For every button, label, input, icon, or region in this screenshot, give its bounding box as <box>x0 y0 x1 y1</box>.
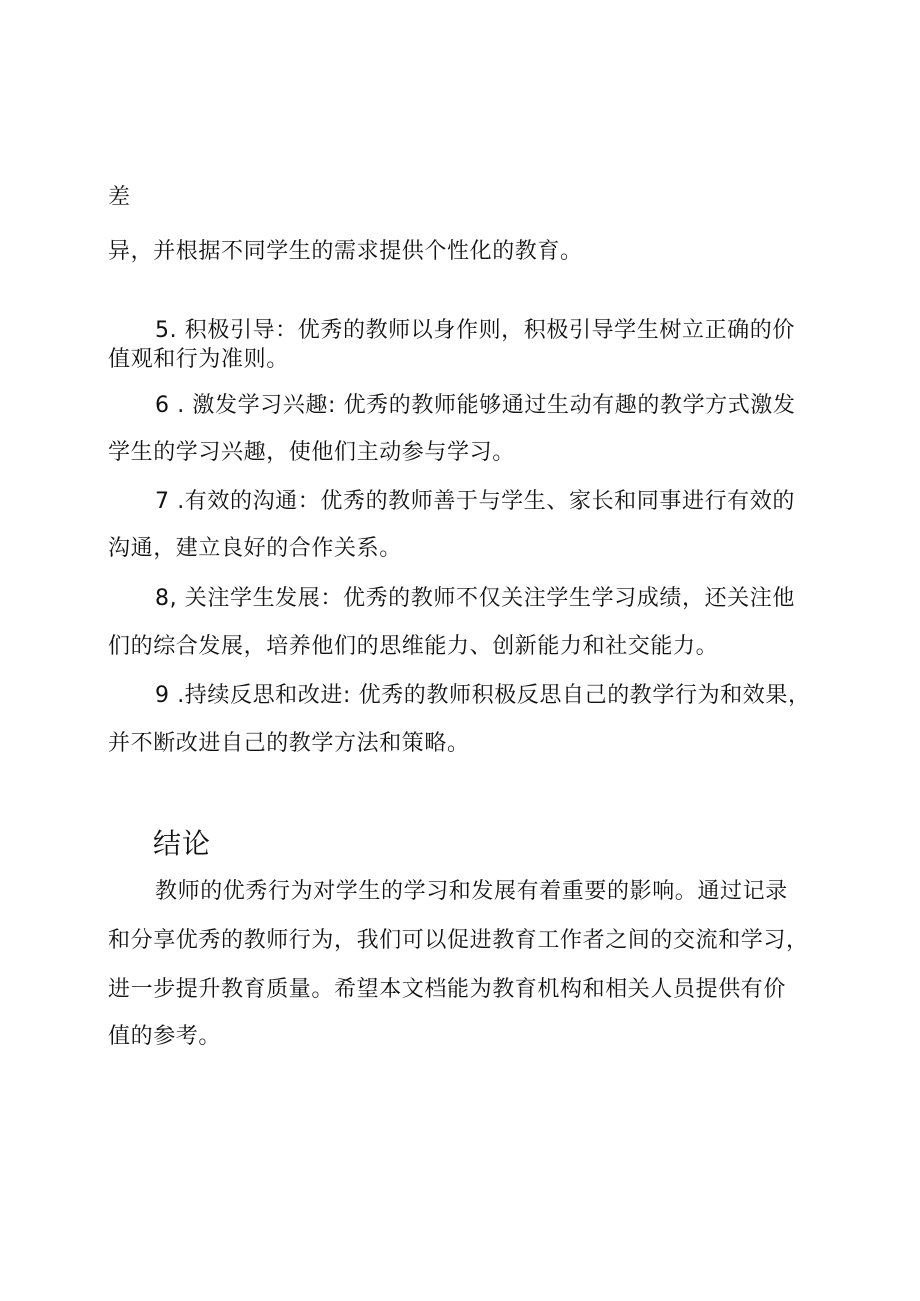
list-item-9-line-1: 9 .持续反思和改进: 优秀的教师积极反思自己的教学行为和效果， <box>155 683 811 708</box>
conclusion-line-4: 值的参考。 <box>108 1024 222 1049</box>
fragment-line: 异，并根据不同学生的需求提供个性化的教育。 <box>108 239 583 264</box>
list-item-6-line-2: 学生的学习兴趣，使他们主动参与学习。 <box>108 440 515 465</box>
conclusion-line-3: 进一步提升教育质量。希望本文档能为教育机构和相关人员提供有价 <box>108 977 787 1002</box>
list-item-5-line-1: 5. 积极引导：优秀的教师以身作则，积极引导学生树立正确的价 <box>155 318 795 343</box>
list-item-8-line-1: 8, 关注学生发展：优秀的教师不仅关注学生学习成绩，还关注他 <box>155 586 795 611</box>
list-item-5-line-2: 值观和行为准则。 <box>108 347 289 372</box>
list-item-9-line-2: 并不断改进自己的教学方法和策略。 <box>108 731 470 756</box>
conclusion-heading: 结论 <box>153 827 212 860</box>
fragment-top: 差 <box>108 185 131 210</box>
conclusion-line-2: 和分享优秀的教师行为，我们可以促进教育工作者之间的交流和学习， <box>108 928 809 953</box>
list-item-7-line-2: 沟通，建立良好的合作关系。 <box>108 536 402 561</box>
list-item-7-line-1: 7 .有效的沟通：优秀的教师善于与学生、家长和同事进行有效的 <box>155 489 795 514</box>
conclusion-line-1: 教师的优秀行为对学生的学习和发展有着重要的影响。通过记录 <box>155 879 788 904</box>
list-item-6-line-1: 6 . 激发学习兴趣: 优秀的教师能够通过生动有趣的教学方式激发 <box>155 393 796 418</box>
list-item-8-line-2: 们的综合发展，培养他们的思维能力、创新能力和社交能力。 <box>108 634 719 659</box>
